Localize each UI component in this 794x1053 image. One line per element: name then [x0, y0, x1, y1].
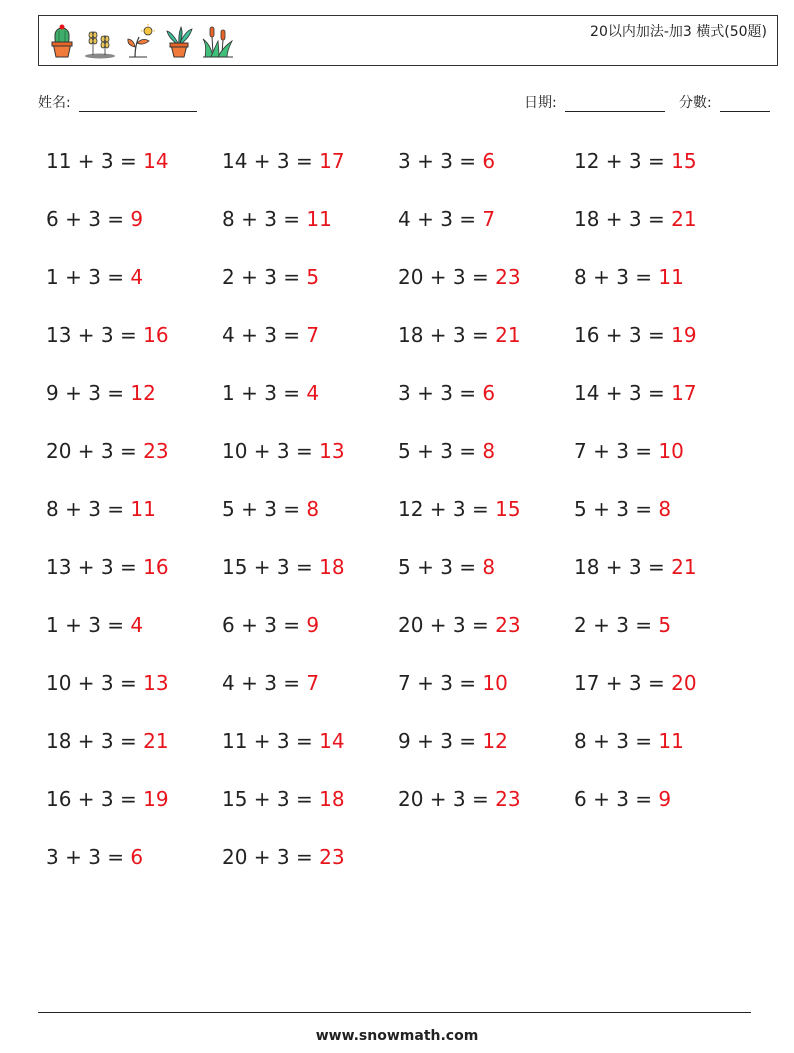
problem-item: [46, 375, 222, 433]
name-blank[interactable]: [79, 97, 197, 112]
problem-equation: 14 + 3 =: [574, 381, 672, 405]
problem-answer: 6: [130, 845, 144, 869]
problem-answer: 4: [130, 265, 144, 289]
problem-answer: 11: [306, 207, 332, 231]
worksheet-header: [38, 15, 778, 66]
score-label: 分數:: [679, 95, 712, 111]
problem-answer: 21: [671, 555, 697, 579]
problem-item: [46, 201, 222, 259]
problem-answer: 23: [495, 787, 521, 811]
name-label: 姓名:: [38, 95, 71, 111]
problem-equation: 8 + 3 =: [574, 729, 659, 753]
problem-item: [398, 433, 574, 491]
problem-answer: 16: [143, 555, 169, 579]
problem-item: [222, 549, 398, 607]
problem-item: [46, 433, 222, 491]
problem-answer: 14: [143, 149, 169, 173]
problem-item: [222, 317, 398, 375]
problem-item: [398, 723, 574, 781]
problem-equation: 1 + 3 =: [222, 381, 307, 405]
problem-answer: 15: [495, 497, 521, 521]
problem-item: [574, 665, 750, 723]
problem-answer: 14: [319, 729, 345, 753]
problem-item: [574, 607, 750, 665]
problem-item: [222, 491, 398, 549]
problem-answer: 13: [319, 439, 345, 463]
problem-equation: 5 + 3 =: [398, 439, 483, 463]
date-label: 日期:: [524, 95, 557, 111]
problem-item: [398, 143, 574, 201]
problem-answer: 18: [319, 555, 345, 579]
date-blank[interactable]: [565, 97, 665, 112]
problem-equation: 12 + 3 =: [398, 497, 496, 521]
problem-answer: 23: [143, 439, 169, 463]
problem-item: [222, 143, 398, 201]
problem-equation: 15 + 3 =: [222, 787, 320, 811]
problem-equation: 7 + 3 =: [398, 671, 483, 695]
problem-item: [222, 607, 398, 665]
problem-answer: 7: [482, 207, 496, 231]
problem-equation: 16 + 3 =: [574, 323, 672, 347]
footer-url: www.snowmath.com: [315, 1028, 479, 1044]
problem-equation: 20 + 3 =: [398, 787, 496, 811]
problem-answer: 4: [130, 613, 144, 637]
problem-answer: 5: [658, 613, 672, 637]
problem-answer: 15: [671, 149, 697, 173]
footer-divider: [38, 1012, 751, 1013]
problem-equation: 8 + 3 =: [222, 207, 307, 231]
problem-item: [574, 723, 750, 781]
problem-equation: 3 + 3 =: [46, 845, 131, 869]
problem-item: [46, 143, 222, 201]
problem-equation: 11 + 3 =: [46, 149, 144, 173]
problem-equation: 5 + 3 =: [222, 497, 307, 521]
problem-equation: 13 + 3 =: [46, 323, 144, 347]
problem-item: [574, 549, 750, 607]
problem-item: [574, 781, 750, 839]
problem-answer: 19: [671, 323, 697, 347]
problem-item: [46, 491, 222, 549]
problem-answer: 9: [130, 207, 144, 231]
problem-equation: 8 + 3 =: [574, 265, 659, 289]
problem-equation: 10 + 3 =: [222, 439, 320, 463]
problem-equation: 17 + 3 =: [574, 671, 672, 695]
problem-item: [398, 259, 574, 317]
problem-answer: 7: [306, 323, 320, 347]
problem-answer: 23: [495, 613, 521, 637]
score-field[interactable]: [679, 92, 770, 112]
problem-item: [574, 317, 750, 375]
problem-item: [574, 491, 750, 549]
problem-answer: 23: [319, 845, 345, 869]
problem-equation: 3 + 3 =: [398, 149, 483, 173]
problem-equation: 16 + 3 =: [46, 787, 144, 811]
problem-answer: 10: [658, 439, 684, 463]
problem-item: [398, 549, 574, 607]
problem-equation: 4 + 3 =: [222, 323, 307, 347]
problem-answer: 12: [130, 381, 156, 405]
problem-equation: 2 + 3 =: [222, 265, 307, 289]
problem-equation: 1 + 3 =: [46, 265, 131, 289]
problem-item: [46, 665, 222, 723]
problem-answer: 6: [482, 149, 496, 173]
problem-item: [46, 839, 222, 897]
problem-answer: 18: [319, 787, 345, 811]
problem-answer: 8: [306, 497, 320, 521]
decorative-icon-strip: [47, 22, 235, 60]
problem-equation: 5 + 3 =: [398, 555, 483, 579]
problem-equation: 9 + 3 =: [46, 381, 131, 405]
cattail-grass-icon: [201, 23, 235, 59]
problem-equation: 1 + 3 =: [46, 613, 131, 637]
problem-answer: 6: [482, 381, 496, 405]
potted-plant-icon: [163, 23, 195, 59]
sprout-icon: [123, 23, 157, 59]
problem-equation: 4 + 3 =: [222, 671, 307, 695]
problem-equation: 11 + 3 =: [222, 729, 320, 753]
problem-item: [46, 549, 222, 607]
problem-answer: 8: [658, 497, 672, 521]
problem-grid: [46, 143, 756, 897]
problem-equation: 18 + 3 =: [398, 323, 496, 347]
problem-equation: 14 + 3 =: [222, 149, 320, 173]
problem-equation: 2 + 3 =: [574, 613, 659, 637]
problem-item: [398, 491, 574, 549]
problem-item: [222, 839, 398, 897]
problem-item: [398, 781, 574, 839]
problem-equation: 13 + 3 =: [46, 555, 144, 579]
problem-answer: 8: [482, 439, 496, 463]
problem-answer: 21: [143, 729, 169, 753]
problem-answer: 10: [482, 671, 508, 695]
problem-equation: 20 + 3 =: [398, 265, 496, 289]
problem-answer: 17: [319, 149, 345, 173]
problem-answer: 17: [671, 381, 697, 405]
problem-item: [46, 607, 222, 665]
problem-item: [46, 723, 222, 781]
problem-answer: 21: [671, 207, 697, 231]
problem-equation: 5 + 3 =: [574, 497, 659, 521]
worksheet-title: 20以内加法-加3 横式(50題): [590, 24, 767, 40]
problem-answer: 11: [658, 265, 684, 289]
problem-equation: 8 + 3 =: [46, 497, 131, 521]
problem-item: [574, 201, 750, 259]
problem-answer: 9: [306, 613, 320, 637]
date-field[interactable]: [524, 92, 665, 112]
problem-equation: 15 + 3 =: [222, 555, 320, 579]
problem-item: [222, 201, 398, 259]
problem-equation: 18 + 3 =: [46, 729, 144, 753]
problem-answer: 13: [143, 671, 169, 695]
problem-equation: 6 + 3 =: [46, 207, 131, 231]
problem-item: [398, 607, 574, 665]
problem-equation: 3 + 3 =: [398, 381, 483, 405]
problem-answer: 9: [658, 787, 672, 811]
problem-answer: 5: [306, 265, 320, 289]
problem-item: [222, 665, 398, 723]
problem-equation: 18 + 3 =: [574, 207, 672, 231]
problem-answer: 8: [482, 555, 496, 579]
problem-answer: 21: [495, 323, 521, 347]
problem-equation: 20 + 3 =: [222, 845, 320, 869]
problem-answer: 16: [143, 323, 169, 347]
problem-item: [46, 317, 222, 375]
problem-answer: 23: [495, 265, 521, 289]
problem-equation: 6 + 3 =: [222, 613, 307, 637]
problem-item: [398, 317, 574, 375]
problem-equation: 6 + 3 =: [574, 787, 659, 811]
problem-item: [574, 433, 750, 491]
problem-item: [222, 375, 398, 433]
problem-equation: 7 + 3 =: [574, 439, 659, 463]
score-blank[interactable]: [720, 97, 770, 112]
problem-item: [398, 375, 574, 433]
problem-item: [398, 201, 574, 259]
problem-answer: 20: [671, 671, 697, 695]
problem-answer: 4: [306, 381, 320, 405]
problem-answer: 19: [143, 787, 169, 811]
problem-item: [574, 375, 750, 433]
problem-equation: 9 + 3 =: [398, 729, 483, 753]
problem-answer: 12: [482, 729, 508, 753]
problem-item: [222, 723, 398, 781]
problem-equation: 20 + 3 =: [398, 613, 496, 637]
problem-item: [222, 259, 398, 317]
problem-item: [574, 143, 750, 201]
cactus-pot-icon: [47, 23, 77, 59]
problem-equation: 4 + 3 =: [398, 207, 483, 231]
problem-equation: 12 + 3 =: [574, 149, 672, 173]
problem-item: [222, 433, 398, 491]
problem-answer: 11: [658, 729, 684, 753]
problem-answer: 7: [306, 671, 320, 695]
problem-item: [222, 781, 398, 839]
problem-answer: 11: [130, 497, 156, 521]
problem-equation: 20 + 3 =: [46, 439, 144, 463]
problem-item: [46, 259, 222, 317]
problem-item: [46, 781, 222, 839]
problem-item: [398, 665, 574, 723]
problem-item: [574, 259, 750, 317]
name-field[interactable]: [38, 92, 197, 112]
problem-equation: 10 + 3 =: [46, 671, 144, 695]
problem-equation: 18 + 3 =: [574, 555, 672, 579]
wheat-icon: [83, 23, 117, 59]
